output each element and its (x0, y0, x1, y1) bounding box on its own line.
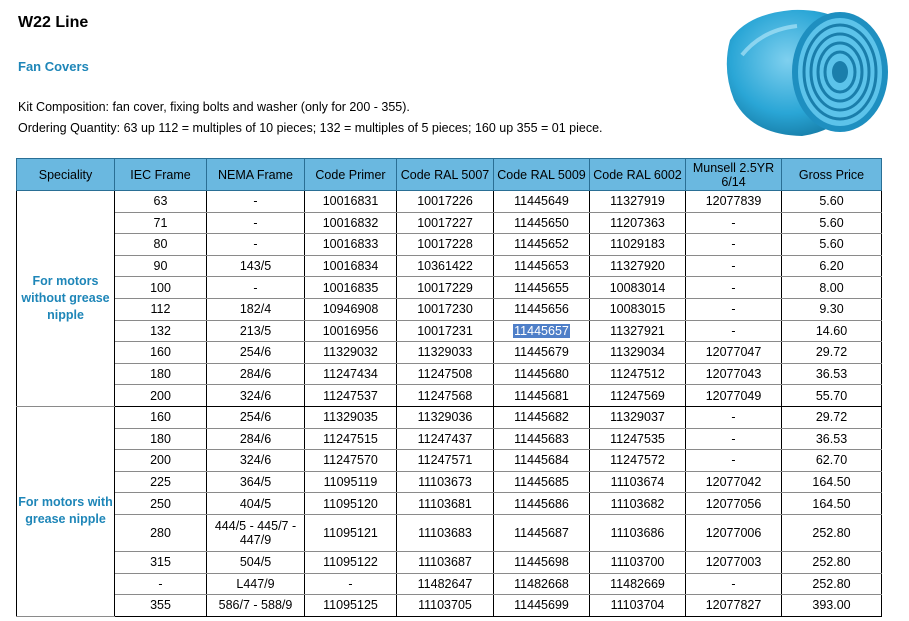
cell-iec-frame: - (115, 573, 207, 595)
table-row (17, 406, 882, 428)
cell-iec-frame: 355 (115, 595, 207, 617)
col-header-iec-frame: IEC Frame (115, 159, 207, 191)
cell-code-primer: 11247515 (305, 428, 397, 450)
cell-gross-price: 29.72 (782, 406, 882, 428)
cell-code-ral-6002: 11482669 (590, 573, 686, 595)
cell-code-ral-5009: 11445699 (494, 595, 590, 617)
cell-code-primer: 11247537 (305, 385, 397, 407)
cell-munsell: - (686, 573, 782, 595)
selected-text[interactable]: 11445657 (514, 323, 569, 338)
cell-munsell: 12077006 (686, 514, 782, 551)
table-row (17, 428, 882, 450)
cell-code-ral-5009: 11445683 (494, 428, 590, 450)
speciality-cell: For motors without grease nipple (17, 191, 115, 407)
cell-munsell: - (686, 212, 782, 234)
table-row (17, 450, 882, 472)
cell-code-ral-5007: 11103681 (397, 493, 494, 515)
cell-code-primer: 11095120 (305, 493, 397, 515)
cell-nema-frame: 444/5 - 445/7 - 447/9 (207, 514, 305, 551)
cell-munsell: - (686, 298, 782, 320)
cell-code-ral-6002: 11103704 (590, 595, 686, 617)
cell-iec-frame: 90 (115, 255, 207, 277)
cell-code-ral-6002: 11327919 (590, 191, 686, 213)
cell-iec-frame: 250 (115, 493, 207, 515)
col-header-speciality: Speciality (17, 159, 115, 191)
table-row (17, 191, 882, 213)
cell-iec-frame: 100 (115, 277, 207, 299)
cell-gross-price: 14.60 (782, 320, 882, 342)
cell-code-ral-6002: 11247535 (590, 428, 686, 450)
col-header-code-ral-6002: Code RAL 6002 (590, 159, 686, 191)
cell-code-primer: 11247434 (305, 363, 397, 385)
cell-gross-price: 5.60 (782, 234, 882, 256)
cell-code-ral-5009: 11445680 (494, 363, 590, 385)
cell-code-ral-6002: 11103686 (590, 514, 686, 551)
col-header-gross-price: Gross Price (782, 159, 882, 191)
cell-code-ral-5007: 10017226 (397, 191, 494, 213)
cell-code-ral-5007: 11329036 (397, 406, 494, 428)
cell-code-ral-5007: 10017229 (397, 277, 494, 299)
cell-code-ral-6002: 11327920 (590, 255, 686, 277)
cell-gross-price: 55.70 (782, 385, 882, 407)
fan-cover-price-table (16, 158, 882, 617)
cell-code-primer: 11095121 (305, 514, 397, 551)
cell-gross-price: 36.53 (782, 363, 882, 385)
cell-code-ral-5007: 11103683 (397, 514, 494, 551)
cell-code-primer: 11247570 (305, 450, 397, 472)
cell-munsell: - (686, 277, 782, 299)
table-row (17, 277, 882, 299)
cell-gross-price: 252.80 (782, 514, 882, 551)
cell-nema-frame: 182/4 (207, 298, 305, 320)
cell-code-primer: 10016834 (305, 255, 397, 277)
cell-munsell: 12077839 (686, 191, 782, 213)
table-row (17, 514, 882, 551)
cell-nema-frame: 284/6 (207, 363, 305, 385)
cell-nema-frame: L447/9 (207, 573, 305, 595)
cell-code-ral-6002: 11327921 (590, 320, 686, 342)
cell-code-primer: 10016832 (305, 212, 397, 234)
cell-code-ral-5009: 11445685 (494, 471, 590, 493)
cell-code-primer: 11329035 (305, 406, 397, 428)
table-row (17, 551, 882, 573)
cell-code-primer: 11329032 (305, 342, 397, 364)
cell-code-ral-5007: 11247568 (397, 385, 494, 407)
col-header-nema-frame: NEMA Frame (207, 159, 305, 191)
cell-code-ral-5007: 11247571 (397, 450, 494, 472)
cell-code-primer: 11095119 (305, 471, 397, 493)
table-row (17, 363, 882, 385)
table-row (17, 493, 882, 515)
cell-code-ral-5009: 11445655 (494, 277, 590, 299)
cell-nema-frame: - (207, 234, 305, 256)
cell-munsell: 12077047 (686, 342, 782, 364)
table-row (17, 234, 882, 256)
cell-gross-price: 164.50 (782, 471, 882, 493)
table-row (17, 385, 882, 407)
cell-munsell: 12077056 (686, 493, 782, 515)
kit-composition-text: Kit Composition: fan cover, fixing bolts and washer (only for 200 - 355). (18, 100, 410, 114)
cell-munsell: 12077003 (686, 551, 782, 573)
table-row (17, 471, 882, 493)
cell-nema-frame: 254/6 (207, 406, 305, 428)
cell-iec-frame: 80 (115, 234, 207, 256)
cell-code-ral-5007: 11482647 (397, 573, 494, 595)
cell-nema-frame: 284/6 (207, 428, 305, 450)
cell-iec-frame: 200 (115, 450, 207, 472)
cell-code-ral-5009: 11445682 (494, 406, 590, 428)
cell-iec-frame: 132 (115, 320, 207, 342)
cell-code-primer: 10946908 (305, 298, 397, 320)
cell-munsell: - (686, 450, 782, 472)
cell-nema-frame: 254/6 (207, 342, 305, 364)
cell-code-ral-6002: 11329037 (590, 406, 686, 428)
cell-munsell: - (686, 320, 782, 342)
cell-nema-frame: 404/5 (207, 493, 305, 515)
cell-code-ral-5007: 10017227 (397, 212, 494, 234)
cell-code-ral-5007: 11103673 (397, 471, 494, 493)
cell-gross-price: 6.20 (782, 255, 882, 277)
table-row (17, 320, 882, 342)
cell-code-ral-6002: 11247512 (590, 363, 686, 385)
cell-code-primer: 10016835 (305, 277, 397, 299)
cell-iec-frame: 200 (115, 385, 207, 407)
table-row (17, 573, 882, 595)
cell-code-ral-5007: 10017228 (397, 234, 494, 256)
cell-munsell: - (686, 428, 782, 450)
cell-nema-frame: - (207, 212, 305, 234)
section-subtitle: Fan Covers (18, 59, 89, 74)
cell-code-ral-5009: 11445650 (494, 212, 590, 234)
cell-code-ral-5007: 11103705 (397, 595, 494, 617)
cell-code-ral-5009: 11445656 (494, 298, 590, 320)
cell-code-ral-6002: 11207363 (590, 212, 686, 234)
cell-iec-frame: 280 (115, 514, 207, 551)
cell-code-ral-6002: 10083014 (590, 277, 686, 299)
table-row (17, 595, 882, 617)
cell-gross-price: 5.60 (782, 212, 882, 234)
cell-iec-frame: 160 (115, 406, 207, 428)
cell-nema-frame: 213/5 (207, 320, 305, 342)
fan-cover-image (712, 0, 892, 142)
cell-nema-frame: 143/5 (207, 255, 305, 277)
cell-code-primer: 10016956 (305, 320, 397, 342)
ordering-quantity-text: Ordering Quantity: 63 up 112 = multiples of 10 pieces; 132 = multiples of 5 pieces; 160 up 355 = 01 piece. (18, 121, 603, 135)
cell-iec-frame: 112 (115, 298, 207, 320)
cell-code-ral-5009 (494, 320, 590, 342)
cell-gross-price: 5.60 (782, 191, 882, 213)
cell-code-ral-5009: 11445679 (494, 342, 590, 364)
cell-gross-price: 9.30 (782, 298, 882, 320)
col-header-code-primer: Code Primer (305, 159, 397, 191)
table-header-row (17, 159, 882, 191)
cell-iec-frame: 63 (115, 191, 207, 213)
cell-code-ral-5009: 11445684 (494, 450, 590, 472)
cell-code-ral-5007: 10361422 (397, 255, 494, 277)
cell-code-ral-5007: 10017230 (397, 298, 494, 320)
cell-code-ral-6002: 11103674 (590, 471, 686, 493)
cell-code-ral-6002: 10083015 (590, 298, 686, 320)
cell-code-ral-5009: 11445652 (494, 234, 590, 256)
cell-iec-frame: 160 (115, 342, 207, 364)
col-header-code-ral-5009: Code RAL 5009 (494, 159, 590, 191)
table-row (17, 298, 882, 320)
cell-gross-price: 252.80 (782, 551, 882, 573)
cell-code-ral-5009: 11445686 (494, 493, 590, 515)
cell-code-primer: 11095125 (305, 595, 397, 617)
cell-code-primer: 10016833 (305, 234, 397, 256)
cell-code-ral-6002: 11103700 (590, 551, 686, 573)
cell-code-ral-5009: 11445681 (494, 385, 590, 407)
cell-munsell: - (686, 234, 782, 256)
cell-code-ral-5009: 11445687 (494, 514, 590, 551)
cell-munsell: 12077827 (686, 595, 782, 617)
cell-code-ral-5007: 11247437 (397, 428, 494, 450)
cell-munsell: 12077043 (686, 363, 782, 385)
cell-munsell: 12077049 (686, 385, 782, 407)
cell-code-primer: - (305, 573, 397, 595)
cell-code-ral-5009: 11445698 (494, 551, 590, 573)
cell-code-primer: 11095122 (305, 551, 397, 573)
cell-code-ral-5009: 11482668 (494, 573, 590, 595)
table-row (17, 212, 882, 234)
cell-gross-price: 164.50 (782, 493, 882, 515)
col-header-code-ral-5007: Code RAL 5007 (397, 159, 494, 191)
cell-nema-frame: - (207, 191, 305, 213)
cell-iec-frame: 180 (115, 428, 207, 450)
cell-gross-price: 8.00 (782, 277, 882, 299)
cell-gross-price: 393.00 (782, 595, 882, 617)
cell-iec-frame: 225 (115, 471, 207, 493)
cell-iec-frame: 180 (115, 363, 207, 385)
cell-code-ral-6002: 11247572 (590, 450, 686, 472)
col-header-munsell: Munsell 2.5YR 6/14 (686, 159, 782, 191)
cell-nema-frame: 586/7 - 588/9 (207, 595, 305, 617)
cell-code-ral-5007: 10017231 (397, 320, 494, 342)
cell-code-primer: 10016831 (305, 191, 397, 213)
table-row (17, 342, 882, 364)
cell-iec-frame: 315 (115, 551, 207, 573)
cell-code-ral-6002: 11329034 (590, 342, 686, 364)
cell-iec-frame: 71 (115, 212, 207, 234)
cell-code-ral-6002: 11247569 (590, 385, 686, 407)
cell-munsell: - (686, 406, 782, 428)
cell-code-ral-5009: 11445649 (494, 191, 590, 213)
cell-munsell: 12077042 (686, 471, 782, 493)
cell-munsell: - (686, 255, 782, 277)
cell-code-ral-5007: 11247508 (397, 363, 494, 385)
cell-gross-price: 252.80 (782, 573, 882, 595)
cell-nema-frame: 504/5 (207, 551, 305, 573)
cell-gross-price: 36.53 (782, 428, 882, 450)
cell-gross-price: 29.72 (782, 342, 882, 364)
speciality-cell: For motors with grease nipple (17, 406, 115, 616)
cell-code-ral-5007: 11329033 (397, 342, 494, 364)
cell-nema-frame: 324/6 (207, 450, 305, 472)
cell-code-ral-6002: 11029183 (590, 234, 686, 256)
cell-code-ral-5007: 11103687 (397, 551, 494, 573)
table-row (17, 255, 882, 277)
cell-gross-price: 62.70 (782, 450, 882, 472)
page-title: W22 Line (18, 14, 89, 31)
cell-nema-frame: 324/6 (207, 385, 305, 407)
cell-nema-frame: - (207, 277, 305, 299)
cell-code-ral-5009: 11445653 (494, 255, 590, 277)
cell-code-ral-6002: 11103682 (590, 493, 686, 515)
cell-nema-frame: 364/5 (207, 471, 305, 493)
